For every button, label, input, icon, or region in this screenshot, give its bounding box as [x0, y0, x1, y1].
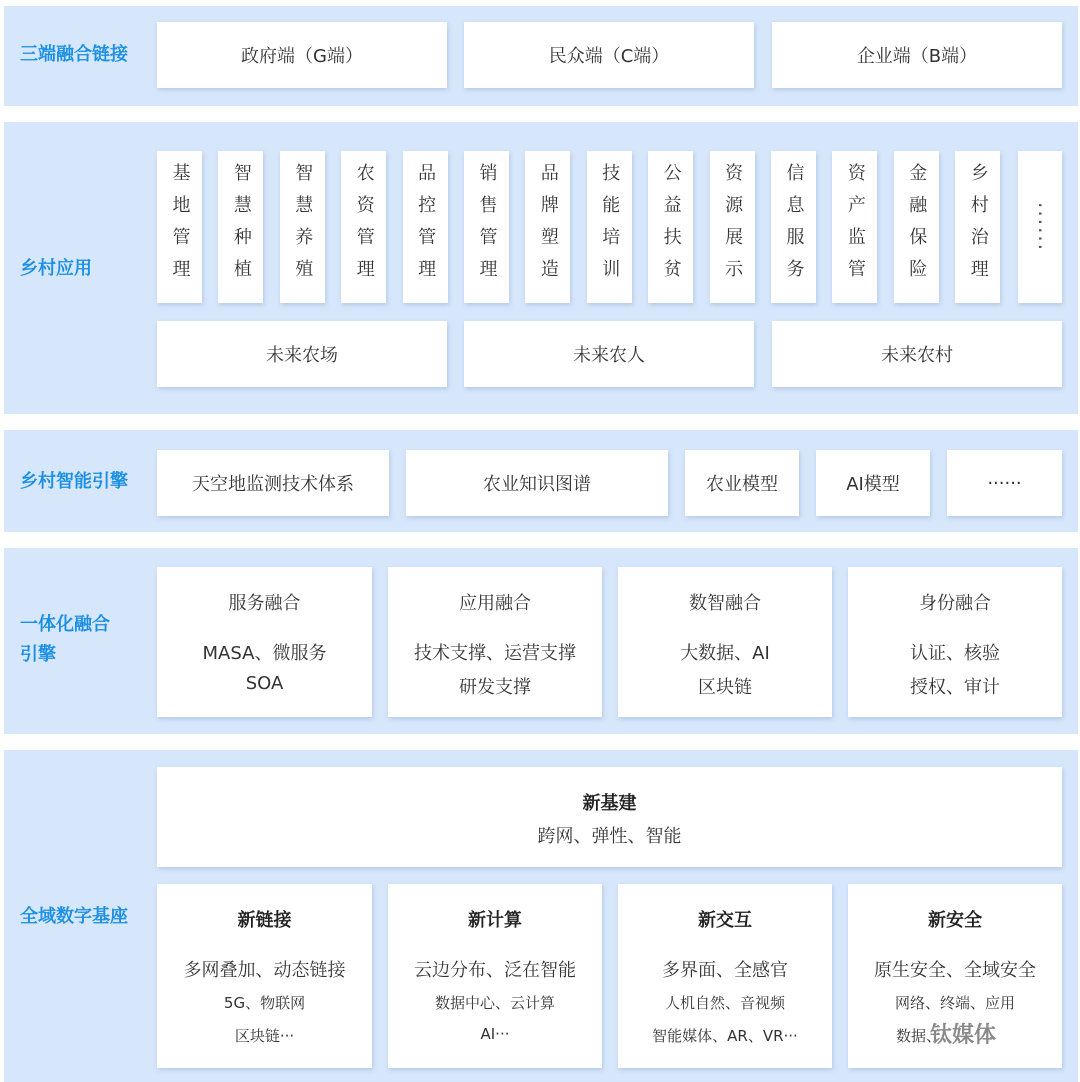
label-fusion-engine [20, 610, 150, 670]
card-new-interaction [618, 884, 832, 1068]
card-line: 原生安全、全域安全 [874, 960, 1036, 981]
label-rural-apps: 乡村应用 [20, 258, 92, 279]
card-title: 身份融合 [919, 593, 991, 614]
box-enterprise-end: 企业端（B端） [772, 22, 1062, 88]
card-data-intel-fusion [618, 567, 832, 717]
card-line: 技术支撑、运营支撑 [414, 643, 576, 664]
card-line: AI··· [480, 1025, 510, 1043]
card-title: 新计算 [468, 910, 522, 931]
label-fusion-line1: 一体化融合 [20, 614, 110, 635]
box-government-end: 政府端（G端） [157, 22, 447, 88]
card-title: 服务融合 [228, 593, 301, 614]
card-line: 云边分布、泛在智能 [414, 960, 576, 981]
card-line: 区块链··· [234, 1027, 295, 1045]
card-app-fusion [388, 567, 602, 717]
box-engine-more: ······ [947, 450, 1062, 516]
box-public-end: 民众端（C端） [464, 22, 754, 88]
card-line: 数据、 [896, 1027, 942, 1045]
app-vertical-item: 品控管理 [403, 151, 448, 303]
app-vertical-item: 资源展示 [710, 151, 755, 303]
label-digital-base: 全域数字基座 [20, 906, 128, 927]
new-infra-title: 新基建 [582, 793, 637, 814]
watermark-logo: 钛媒体 [930, 1023, 997, 1048]
app-vertical-item: 基地管理 [157, 151, 202, 303]
box-new-infrastructure [157, 767, 1062, 867]
label-tri-end: 三端融合链接 [20, 44, 128, 65]
app-vertical-item: 金融保险 [894, 151, 939, 303]
card-line: 智能媒体、AR、VR··· [652, 1027, 798, 1045]
app-vertical-item: 智慧养殖 [280, 151, 325, 303]
app-vertical-item: 农资管理 [341, 151, 386, 303]
card-title: 数智融合 [689, 593, 761, 614]
card-line: 认证、核验 [910, 643, 1000, 664]
card-title: 应用融合 [459, 593, 531, 614]
card-new-compute [388, 884, 602, 1068]
card-line: 授权、审计 [910, 677, 1000, 698]
card-line: 大数据、AI [680, 643, 770, 664]
app-vertical-item: 销售管理 [464, 151, 509, 303]
box-sky-ground-monitoring: 天空地监测技术体系 [157, 450, 389, 516]
card-line: 数据中心、云计算 [434, 994, 555, 1012]
box-agri-model: 农业模型 [685, 450, 799, 516]
app-vertical-item: 智慧种植 [218, 151, 263, 303]
card-line: 多网叠加、动态链接 [183, 960, 346, 981]
card-identity-fusion [848, 567, 1062, 717]
card-line: 5G、物联网 [223, 994, 306, 1012]
card-line: 人机自然、音视频 [664, 994, 785, 1012]
app-vertical-item: 乡村治理 [955, 151, 1000, 303]
app-vertical-item: 信息服务 [771, 151, 816, 303]
label-fusion-line2: 引擎 [20, 644, 56, 665]
box-future-village: 未来农村 [772, 321, 1062, 387]
box-agri-knowledge-graph: 农业知识图谱 [406, 450, 668, 516]
card-line: MASA、微服务 [202, 643, 327, 664]
card-line: 网络、终端、应用 [894, 994, 1015, 1012]
card-new-link [157, 884, 372, 1068]
card-title: 新链接 [237, 910, 292, 931]
box-ai-model: AI模型 [816, 450, 930, 516]
card-line: 多界面、全感官 [662, 960, 788, 981]
card-line: 研发支撑 [459, 677, 531, 698]
app-vertical-item: 技能培训 [587, 151, 632, 303]
label-rural-engine: 乡村智能引擎 [20, 471, 128, 492]
app-vertical-item: 品牌塑造 [525, 151, 570, 303]
box-future-farmer: 未来农人 [464, 321, 754, 387]
new-infra-subtitle: 跨网、弹性、智能 [537, 826, 682, 847]
card-line: 区块链 [698, 677, 752, 698]
app-more-ellipsis: ······ [1018, 151, 1062, 303]
app-vertical-item: 公益扶贫 [648, 151, 693, 303]
app-vertical-item: 资产监管 [832, 151, 877, 303]
card-title: 新交互 [698, 910, 752, 931]
box-future-farm: 未来农场 [157, 321, 447, 387]
card-service-fusion [157, 567, 372, 717]
card-title: 新安全 [928, 910, 982, 931]
card-line: SOA [245, 673, 284, 694]
